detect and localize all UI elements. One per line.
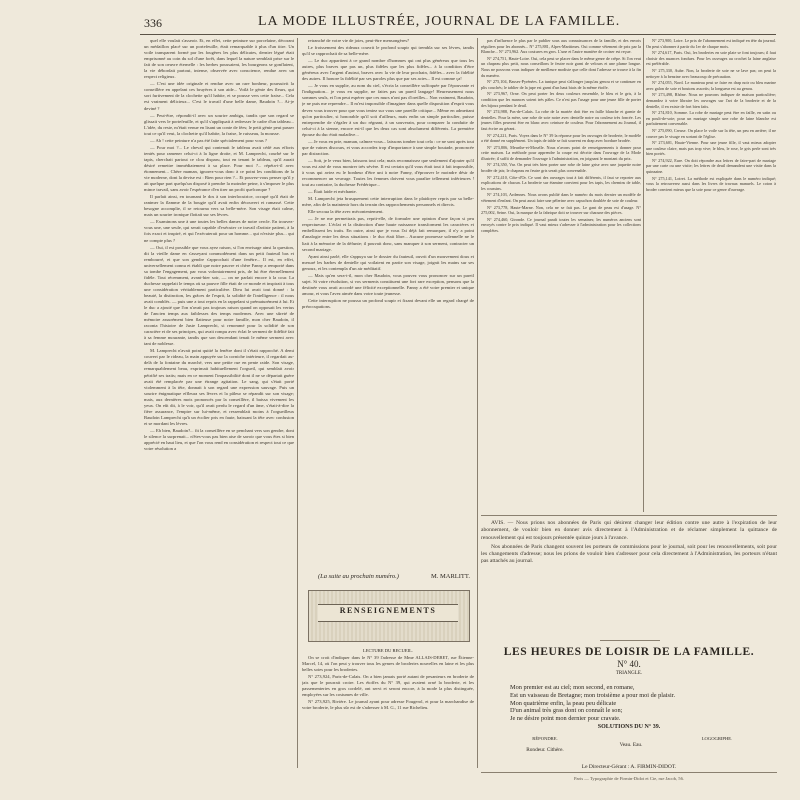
- text-paragraph: N° 273,925, Rivière. Le journal ayant pour adresse Fougerol, et pour la marchandise de votre broderie, le plus sûr est de s'adresser à M. G., 11 rue Richelieu.: [302, 699, 474, 711]
- heures-de-loisir: [481, 646, 777, 676]
- answer-paragraph: N° 275,104, Basses-Pyrénées. La tunique peut s'allonger jusqu'au genou et se continuer en plis couchés; le tablier de la jupe est garni d'un haut biais de la même étoffe.: [481, 79, 641, 90]
- page-title: LA MODE ILLUSTRÉE, JOURNAL DE LA FAMILLE.: [258, 14, 621, 29]
- poem-line: Mon quatrième enfin, la peau peu délicate: [510, 699, 617, 707]
- banner-caption: LECTURE DU RECUEIL.: [362, 648, 414, 653]
- header-rule: [140, 34, 776, 35]
- text-paragraph: quel elle voulait s'asseoir. Et, en effet, cette peinture sur porcelaine, décorant un médaillon placé sur un portefeuille, était remarquable à plus d'un titre. Un voile transparent formé par les fougères les plus délicates, dernier légué était emprisonné au coin du sol d'une forêt, dans lequel la nature semblait prise sur le fait de son oeuvre éternelle : les herbes poussaient, les bourgeons se gonflaient, la vie débordait partout, intense, observée avec conscience, rendue avec un respect religieux.: [144, 38, 294, 80]
- column-divider: [477, 38, 478, 768]
- solution-answer: Veau. Eau.: [619, 742, 643, 748]
- poem-line: D'un animal très gras dont on connaît le son;: [510, 707, 623, 715]
- renseignements-text: [302, 655, 474, 767]
- correspondence-column-right: [646, 38, 776, 512]
- text-paragraph: — Oui, il est possible que vous ayez raison, si l'on envisage ainsi la question, dit la vieille dame en s'asseyant commodément dans un petit fauteuil bas et rembourré, et que son gendre s'approchait d'une fenêtre... Il est, en effet, universellement connu et établi que notre pauvre et chère Fanny a remporté dans sa tombe l'engagement, par vous volontairement pris, de lui être éternellement fidèle. Tout récemment, avant-hier soir, — on ne parlait encore à la cour. La duchesse rappelait le temps où sa pauvre fille était de ce monde et inspirait à tous une considération véritablement particulière. Dieu lui avait tout donné : la beauté, la distinction, les grâces de l'esprit, la solidité de l'intelligence : il nous avait comblés. — puis une a tout repris en la rappelant si prématurément à lui. Et le duc a ajouté que l'on n'avait pas toujours raison quand on opposait les vertus de l'ancien temps aux faiblesses des temps modernes. Avec une sûreté de mémoire assurément bien flatteuse pour notre famille, mon cher Baudoin, il raconta l'histoire de Juste Lamprecht, si renommé pour la solidité de son caractère et de ses principes, qui avait rompu avec éclat le serment de fidélité fait à sa femme mourante, tandis que son descendant tenait le même serment avec tant de noblesse.: [144, 244, 294, 347]
- page-number: 336: [144, 16, 162, 30]
- section-rule: [600, 640, 660, 641]
- answer-paragraph: N° 274,221, Paris. Voyez dans le N° 39 la réponse pour les ouvrages de broderie, le modèle a été donné en supplément. Un tapis de table se fait souvent en drap avec bordure brodée.: [481, 132, 641, 144]
- answer-paragraph: N° 274,350, Var. On peut très bien porter une robe de laine grise avec une jaquette noire brodée de jais; le chapeau en feutre gris serait plus convenable.: [481, 162, 641, 174]
- solutions-title: SOLUTIONS DU N° 39.: [597, 724, 661, 730]
- puzzle-poem: [510, 684, 770, 723]
- correspondence-column-left: [481, 38, 641, 512]
- text-paragraph: — Je vous en prie, maman, calmez-vous... laissons tomber tout cela : ce ne sont après tout que de vaines discours, et vous accordez trop d'importance à une simple boutade, prononcée par distraction.: [302, 138, 474, 156]
- printer-line: Paris — Typographie de Firmin-Didot et Cie, rue Jacob, 56.: [573, 776, 685, 781]
- text-paragraph: — C'est une idée originale et rendue avec un rare bonheur, poursuivit la conseillère en appelant ces bruyères à son aide... Voilà le génie des fleurs, qui sort furtivement de la clochette qu'il habite, et se pousse vers cette fraise... Cela est vraiment délicieux... C'est le travail d'une belle dame, Baudoin ?... Ai-je deviné ?: [144, 81, 294, 111]
- author-name: M. MARLITT.: [430, 573, 470, 580]
- text-paragraph: — Je vous en supplie, au nom du ciel, s'écria la conseillère suffoquée par l'épouvante et l'indignation... je vous en supplie, ne faites pas un pareil langage! Heureusement nous sommes seuls, et l'on peut espérer que ces murs n'ont pas d'oreilles... Non vraiment, Baudoin, je ne puis me reprendre... Il m'est impossible d'imaginer dans quelle disposition d'esprit vous devez vous trouver pour que vous teniez sur vous une pareille critique... Même en admettant qu'on particulier, si honorable qu'il soit d'ailleurs, mais enfin un simple particulier, puisse entreprendre de s'égaler à un duc régnant, à un souverain, pour comparer la conduite de celui-ci à la sienne, encore est-il que les deux cas sont absolument différents. La première épouse du duc était maladive...: [302, 83, 474, 137]
- banner-title: RENSEIGNEMENTS: [339, 606, 437, 615]
- answer-paragraph: N° 274,460, Gironde. Ce journal paraît toutes les semaines; les numéros anciens sont envoyés contre le prix indiqué. Il vaut mieux s'adresser à l'administration pour les collections complètes.: [481, 216, 641, 233]
- text-paragraph: — Je ne me permettrais pas, reprit-elle, de formuler une opinion d'une façon si peu respectueuse. L'éclat et la distinction d'une haute naissance transforment les caractères et embellissent les traits. En outre, ainsi que je vous l'ai déjà fait remarquer, il n'y a point d'analogie entre les deux situations : le duc était libre... Aucune promesse solennelle ne le liait à la mémoire de la défunte; il pouvait donc, sans manquer à son serment, contracter un second mariage.: [302, 216, 474, 252]
- answer-paragraph: N° 273,967, Orne. On peut porter les deux couleurs ensemble, le bleu et le gris, à la condition que les nuances soient très pâles. Ce n'est pas l'usage pour une jeune fille de porter des bijoux pendant le deuil.: [481, 91, 641, 108]
- puzzle-subtitle: TRIANGLE.: [615, 671, 643, 676]
- answer-paragraph: pas d'influence le plus par le publier sous aux connaissances de la famille, et des envois réguliers pour les abonnés... N° 275,881, Alpes-Maritimes. Oui comme vêtement de prix par la Blanche... N° 273,962. Aux coutures en gros. L'une et l'autre manière de croiser est reçue.: [481, 38, 641, 55]
- poem-line: Je ne désire point mon dernier pour cravate.: [510, 715, 621, 723]
- answer-paragraph: N° 274,922, Eure. On doit répondre aux lettres de faire-part de mariage par une carte ou une visite; les lettres de deuil demandent une visite dans la quinzaine.: [646, 157, 776, 175]
- text-paragraph: Il parlait ainsi, en tournant le dos à son interlocutrice, occupé qu'il était de ranimer la flamme de la bougie qu'il avait enfin découvert et ramassé. Cette besogne accomplie, il se retourna vers sa belle-mère. Son visage était calme, mais un sourire ironique flottait sur ses lèvres.: [144, 194, 294, 218]
- text-paragraph: — Soit, je le veux bien, laissons tout cela; mais reconnaissez que seulement d'ajouter qu'il vous est aisé de vous montrer très sévère. Il est certain qu'il vous était tout à fait impossible, à vous qui aviez eu le bonheur d'être uni à notre Fanny, d'éprouver le moindre désir de recommencer un veuvage. Toutes les femmes doivent vous paraître tellement inférieures ! tout au contraire, la duchesse Frédérique...: [302, 157, 474, 188]
- avis-notice: [481, 520, 777, 568]
- text-paragraph: — Était laide et méchante.: [308, 189, 357, 195]
- text-paragraph: retranché de votre vie de joies, peut-être mensongères?: [308, 38, 410, 43]
- text-paragraph: Ayant ainsi parlé, elle s'appuya sur le dossier du fauteuil, ouvrit d'un mouvement doux et mesuré les barbes de dentelle qui voilaient en partie son visage, joignit les mains sur ses genoux, et les contempla d'un air méditatif.: [302, 253, 474, 271]
- text-paragraph: On se croit d'indiquer dans le N° 39 l'adresse de Mme ALLAIS-DEBET, rue Étienne-Marcel, 14, où l'on peut y trouver tous les genres de broderies nouvelles en laine et les plus belles soies pour les broderies.: [302, 655, 474, 673]
- answer-paragraph: N° 274,055, Nord. Le manteau peut se faire en drap noir ou bleu marine avec galon de soie et boutons assortis; la longueur est au genou.: [646, 80, 776, 91]
- solution-answer: Rondeur. Cithère.: [526, 747, 564, 753]
- solution-entry: [582, 736, 680, 748]
- answer-paragraph: N° 272,410, Côte-d'Or. Ce sont des ouvrages tout à fait différents, il faut se reporter aux explications de chacun. La broderie sur étamine convient pour les tapis, les chemins de table, les coussins.: [481, 174, 641, 191]
- answer-paragraph: N° 273,498, Rhône. Nous ne pouvons indiquer de maison particulière; demandez à votre libraire les ouvrages sur l'art de la broderie et de la dentelle, il en existe de fort bien faits.: [646, 92, 776, 109]
- answer-paragraph: N° 273,601, Haute-Vienne. Pour une jeune fille, il vaut mieux adopter une couleur claire, mais pas trop vive; le bleu, le rose, le gris perle sont très bien portés.: [646, 140, 776, 157]
- feuilleton-column-1: [144, 38, 294, 764]
- answer-paragraph: N° 275,141, Loiret. La méthode est expliquée dans le numéro indiqué; vous la retrouverez aussi dans les livres de travaux manuels. Le coton à broder convient mieux que la soie pour ce genre d'ouvrage.: [646, 175, 776, 192]
- text-paragraph: — Ah ! cette peinture n'a pas été faite spécialement pour vous ?: [150, 137, 267, 143]
- column-divider: [643, 38, 644, 512]
- continuation-note: (La suite au prochain numéro.): [318, 573, 399, 580]
- answer-paragraph: N° 274,617, Paris. Oui, les broderies en soie plate se font toujours; il faut choisir des nuances fondues. Pour les ouvrages au crochet la laine anglaise est préférable.: [646, 50, 776, 67]
- text-paragraph: — Le duc appartient à ce grand nombre d'hommes qui ont plus généreux que tous les autres, plus braves que pas un, plus fidèles que les plus fidèles... à la condition d'être généreux avec l'argent d'autrui, braves avec la vie de leur prochain, fidèles... avec la fidélité des autres. Il honore la fidélité par ses paroles plus que par ses actes... Il est comme ça!: [302, 58, 474, 82]
- text-paragraph: — Examinons une à une toutes les belles dames de notre cercle. En trouvez-vous une, une seule, qui serait capable d'exécuter ce travail d'artiste patient, à la fois exact et inspiré, et qui l'exécuterait pour un homme... qui n'existe plus... qui ne compte plus ?: [144, 219, 294, 243]
- text-paragraph: N° 273,924, Paris-de-Calais. On a bien jamais porté autant de pesanteurs en broderie de jais que le pourrait croire. Les étoffes du N° 39, qui avaient orné la broderie, et les passementeries en gros cordelé, ont servi et seront encore, à la mode la plus distinguée, employées sur les costumes de ville.: [302, 674, 474, 698]
- text-paragraph: — Mais qu'en sera-t-il, mon cher Baudoin, vous pouvez vous prononcer sur un pareil sujet. Si votre résolution, si vos serments constituent une fort rare exception, pensons que la destinée vous avait accordé une félicité exceptionnelle. Fanny a été votre premier et unique amour, et vous l'avez aimée dans votre toute jeunesse.: [302, 272, 474, 296]
- text-paragraph: Cette interruption ne poussa un profond soupir et fixant devant elle un regard chargé de préoccupations.: [302, 297, 474, 309]
- answer-paragraph: N° 274,751, Haute-Loire. Oui, cela peut se placer dans le même genre de crêpe. Si l'on veut un chapeau plus petit, nous conseillons le feutre noir garni de velours et une plume longue. Nous ne pouvons vous indiquer de meilleure modiste que celle dont l'adresse se trouve à la fin du numéro.: [481, 55, 641, 78]
- section-rule: [481, 515, 777, 516]
- column-divider: [297, 38, 298, 768]
- answer-paragraph: N° 275,330, Aube. Non, la broderie de soie ne se lave pas; on peut la nettoyer à la benzine avec beaucoup de précaution.: [646, 67, 776, 79]
- answer-paragraph: N° 273,806, Meurthe-et-Moselle. Nous n'avons point de renseignements à donner pour cette maison. La méthode pour apprendre la coupe est décrite dans l'ouvrage de la Mode illustrée; il suffit de demander l'ouvrage à l'administration, en joignant le montant du prix.: [481, 144, 641, 161]
- answer-paragraph: N° 274,988, Pas-de-Calais. La robe de la mariée doit être en faille blanche et garnie de dentelles. Pour la mère, une robe de soie noire avec dentelle noire ou couleur très foncée. Les jeunes filles peuvent être en blanc avec ceinture de couleur. Pour l'abonnement au Journal, il faut écrire au gérant.: [481, 109, 641, 131]
- solution-entry: [496, 736, 594, 753]
- text-paragraph: Le froissement des rideaux couvrit le profond soupir qui trembla sur ses lèvres, tandis qu'il se rapprochait de sa belle-mère.: [302, 45, 474, 57]
- text-paragraph: M. Lamprecht jeta brusquement cette interruption dans le plaidoyer repris par sa belle-mère, afin de la maintenir hors du terrain des rapprochements personnels et directs.: [302, 196, 474, 208]
- solution-entry: [668, 736, 766, 747]
- answer-paragraph: N° 275,090, Creuse. On place le voile sur la tête, un peu en arrière; il ne couvre pas le visage en sortant de l'église.: [646, 127, 776, 139]
- answer-paragraph: N° 273,900, Loire. Le prix de l'abonnement est indiqué en tête du journal. On peut s'abonner à partir du 1er de chaque mois.: [646, 38, 776, 49]
- heures-number: N° 40.: [617, 659, 641, 669]
- text-paragraph: — Pour moi ?... Le cheval qui contenait le tableau avait cédé aux efforts tentés pour ramener celui-ci à la ligne droite, et M. Lamprecht, courbé sur le tapis, cherchait partout ce clou disparu, tout en tenant le tableau, qu'il aurait désiré remettre immédiatement à sa place. Pour moi ?... répéta-t-il avec étonnement... Chère maman, ignorez-vous donc à ce point les conditions de la vie moderne, dont la devise est : Bien pour rien ?... Et pouvez-vous penser qu'il y ait quelque part quelqu'un disposé à prendre la moindre peine, à s'imposer le plus mince travail, sans avoir l'espérance d'en tirer un profit quelconque ?: [144, 144, 294, 193]
- text-paragraph: Elle secoua la tête avec mécontentement.: [308, 209, 384, 215]
- gerant-line: Le Directeur-Gérant : A. FIRMIN-DIDOT.: [581, 764, 677, 770]
- solution-label: LOGOGRIPHE.: [701, 736, 733, 741]
- answer-paragraph: N° 274,810, Somme. La robe de mariage peut être en faille, en satin ou en poult-de-soie; pour un mariage simple une robe de laine blanche est parfaitement convenable.: [646, 110, 776, 127]
- avis-paragraph: AVIS. — Nous prions nos abonnées de Paris qui désirent changer leur édition contre une autre à l'expiration de leur abonnement, de vouloir bien en donner avis directement à l'Administration et de réclamer simplement la quittance de renouvellement qui est toujours présentée quinze jours à l'avance.: [481, 520, 777, 541]
- poem-line: Mon premier est au ciel; mon second, en romane,: [510, 684, 635, 691]
- avis-paragraph: Nos abonnées de Paris changent souvent les porteurs de commissions pour le journal, soit pour les renouvellements, soit pour les changements d'adresse; nous les prions de vouloir bien s'adresser pour cela directement à l'Administration, les porteurs n'étant pas attachés au journal.: [481, 543, 777, 565]
- footer-rule: [481, 772, 777, 773]
- feuilleton-column-2: [302, 38, 474, 574]
- answer-paragraph: N° 273,778, Haute-Marne. Non, cela ne se fait pas. Le gant de peau est d'usage. N° 275,002, Seine. Oui, la marque de la fabrique doit se trouver sur chacune des pièces.: [481, 204, 641, 216]
- poem-line: Est un vaisseau de Bretagne; mon troisième a pour moi de plaisir.: [510, 691, 676, 699]
- answer-paragraph: N° 274,103, Ardennes. Nous avons publié dans le numéro du mois dernier un modèle de vêtement d'enfant. On peut aussi faire une pèlerine avec capuchon doublée de soie de couleur.: [481, 192, 641, 204]
- renseignements-banner: [304, 586, 472, 646]
- heures-title: LES HEURES DE LOISIR DE LA FAMILLE.: [503, 646, 755, 658]
- text-paragraph: M. Lamprecht n'avait point quitté la fenêtre dont il s'était rapproché. A demi couvert par le rideau, la main appuyée sur la corniche intérieure, il regardait au-delà de la fontaine du marché, vers une petite rue en pente raide. Son visage, remarquablement beau, exprimait habituellement l'orgueil, qui semblait avoir pétrifié ses traits; mais en ce moment l'impassibilité dont il ne se départait guère avait été remplacée par une étrange agitation. Le sang, qui s'était porté violemment à la tête, donnait à son regard une expression sauvage. Puis un sourire énigmatique effleura ses lèvres et la pâleur se répandit sur son visage; mais, aux dernières mots prononcés par la conseillère, il baissa vivement les yeux. On eût dit, à le voir, qu'il avait perdu le regard d'un âme, s'était-à-dire la fière assurance, l'empire sur lui-même, et ressemblait moins à l'orgueilleux Baudoin Lamprecht qu'à un écolier pris en faute, baissant la tête avec confusion et se mordant les lèvres.: [144, 348, 294, 426]
- solution-label: RÉPONDRE.: [532, 736, 558, 741]
- text-paragraph: — Eh bien, Baudoin?... fit la conseillère en se penchant vers son gendre, dont le silence la surprenait... n'êtes-vous pas bien aise de savoir que vous êtes si bien apprécié en haut lieu, et que l'on vous rend en considération et respect tout ce que votre résolution a: [144, 427, 294, 452]
- text-paragraph: — Peut-être, répondit-il avec un sourire ambigu, tandis que son regard se glissait vers le portefeuille, et qu'il s'appliquait à redresser le cadre d'un tableau... L'idée, du reste, m'était venue en lisant un conte de fées; le petit génie peut passer tout ce qu'il veut, la clochette qu'il habite, la fraise, le ruisseau, la mousse.: [144, 112, 294, 136]
